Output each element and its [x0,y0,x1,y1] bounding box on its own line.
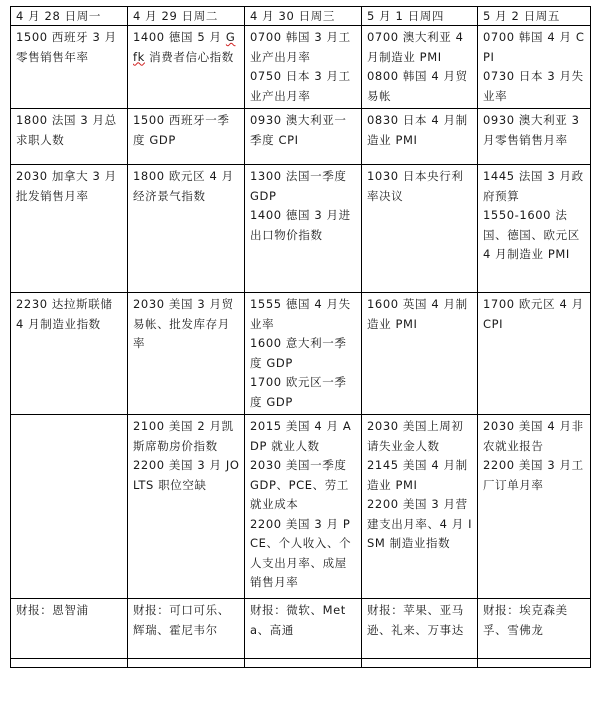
trailing-row [11,659,591,668]
earnings-row [11,599,591,659]
earnings-cell: 财报：苹果、亚马逊、礼来、万事达 [362,599,478,659]
event-row [11,293,591,415]
event-cell [478,165,591,293]
event-entry: 1800 法国 3 月总求职人数 [16,113,117,147]
event-cell [128,26,245,109]
event-entry: 0700 韩国 3 月工业产出月率 [250,30,351,64]
event-entry: 2030 美国 3 月贸易帐、批发库存月率 [133,297,234,350]
event-entry: 2015 美国 4 月 ADP 就业人数 [250,419,352,453]
event-cell [245,165,362,293]
event-entry: 0930 澳大利亚一季度 CPI [250,113,347,147]
header-row [11,7,591,26]
event-cell [11,26,128,109]
trailing-cell [478,659,591,668]
event-entry: 1550-1600 法国、德国、欧元区 4 月制造业 PMI [483,208,580,261]
event-entry: 0700 澳大利亚 4 月制造业 PMI [367,30,464,64]
event-cell [245,415,362,599]
event-entry: 1555 德国 4 月失业率 [250,297,351,331]
event-entry: 2200 美国 3 月 PCE、个人收入、个人支出月率、成屋销售月率 [250,516,352,589]
event-cell [362,109,478,165]
event-row [11,109,591,165]
event-cell [478,109,591,165]
event-entry: 1500 西班牙一季度 GDP [133,113,230,147]
event-entry: 0700 韩国 4 月 CPI [483,30,585,64]
event-entry: 2230 达拉斯联储 4 月制造业指数 [16,297,113,331]
trailing-cell [11,659,128,668]
event-cell [362,415,478,599]
earnings-cell: 财报：可口可乐、辉瑞、霍尼韦尔 [128,599,245,659]
event-cell [245,26,362,109]
event-cell [478,293,591,415]
event-cell [245,293,362,415]
event-entry: 2030 美国上周初请失业金人数 [367,419,464,453]
event-cell [478,415,591,599]
event-cell [128,415,245,599]
earnings-cell: 财报：微软、Meta、高通 [245,599,362,659]
event-cell [362,293,478,415]
event-entry: 1600 意大利一季度 GDP [250,336,347,370]
event-entry: 1400 德国 3 月进出口物价指数 [250,208,351,242]
event-row [11,165,591,293]
day-header-thu: 5 月 1 日周四 [362,7,478,26]
event-entry: 2100 美国 2 月凯斯席勒房价指数 [133,419,234,453]
event-entry: 0930 澳大利亚 3 月零售销售月率 [483,113,580,147]
event-cell-empty [11,415,128,599]
event-entry: 1030 日本央行利率决议 [367,169,464,203]
event-entry: 1700 欧元区 4 月 CPI [483,297,584,331]
event-entry: 2200 美国 3 月营建支出月率、4 月 ISM 制造业指数 [367,497,473,550]
event-entry [133,28,240,67]
trailing-cell [245,659,362,668]
event-entry: 1445 法国 3 月政府预算 [483,169,584,203]
event-entry: 0750 日本 3 月工业产出月率 [250,69,351,103]
event-entry: 2030 美国一季度 GDP、PCE、劳工就业成本 [250,458,349,511]
event-entry: 2030 美国 4 月非农就业报告 [483,419,584,453]
event-text: Gfk [133,30,236,64]
earnings-cell: 财报：埃克森美孚、雪佛龙 [478,599,591,659]
event-cell [245,109,362,165]
event-text: 1400 德国 5 月 [133,30,226,44]
event-entry: 0830 日本 4 月制造业 PMI [367,113,468,147]
event-cell [11,165,128,293]
event-cell [128,165,245,293]
event-entry: 2200 美国 3 月工厂订单月率 [483,458,584,492]
event-row [11,415,591,599]
event-row [11,26,591,109]
day-header-fri: 5 月 2 日周五 [478,7,591,26]
day-header-tue: 4 月 29 日周二 [128,7,245,26]
event-cell [128,293,245,415]
event-entry: 1300 法国一季度 GDP [250,169,347,203]
event-cell [128,109,245,165]
earnings-cell: 财报：恩智浦 [11,599,128,659]
event-entry: 0730 日本 3 月失业率 [483,69,584,103]
event-entry: 1800 欧元区 4 月经济景气指数 [133,169,234,203]
event-entry: 1600 英国 4 月制造业 PMI [367,297,468,331]
event-entry: 1700 欧元区一季度 GDP [250,375,347,409]
event-entry: 1500 西班牙 3 月零售销售年率 [16,30,117,64]
event-text: 消费者信心指数 [144,49,234,64]
day-header-wed: 4 月 30 日周三 [245,7,362,26]
event-entry: 0800 韩国 4 月贸易帐 [367,69,468,103]
event-cell [11,293,128,415]
trailing-cell [128,659,245,668]
trailing-cell [362,659,478,668]
event-cell [362,26,478,109]
economic-calendar-table [10,6,591,668]
day-header-mon: 4 月 28 日周一 [11,7,128,26]
event-entry: 2200 美国 3 月 JOLTS 职位空缺 [133,458,240,492]
event-cell [362,165,478,293]
event-cell [478,26,591,109]
event-cell [11,109,128,165]
event-entry: 2145 美国 4 月制造业 PMI [367,458,468,492]
event-entry: 2030 加拿大 3 月批发销售月率 [16,169,117,203]
